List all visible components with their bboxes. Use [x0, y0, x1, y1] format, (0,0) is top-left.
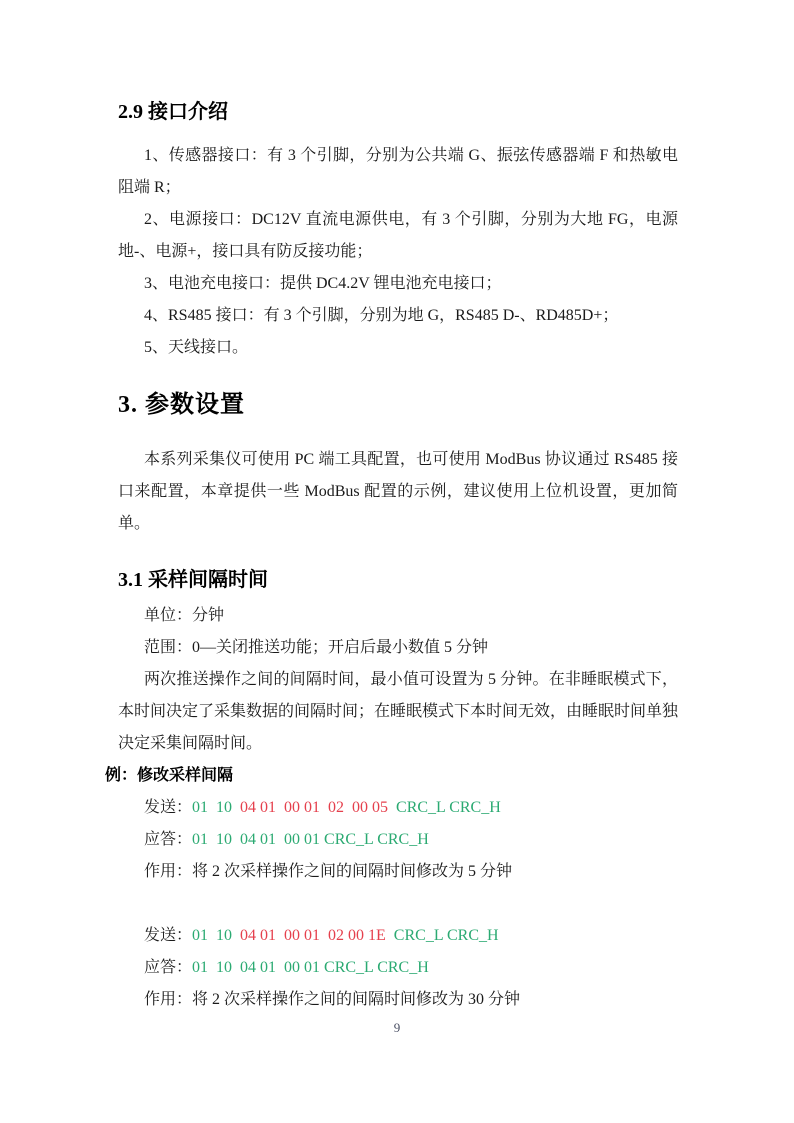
code-segment: CRC_L CRC_H [385, 927, 499, 944]
code-segment: 01 10 04 01 00 01 CRC_L CRC_H [192, 959, 429, 976]
example-heading: 例：修改采样间隔 [105, 767, 234, 784]
reply-label: 应答： [144, 959, 193, 976]
effect-label: 作用： [144, 991, 193, 1008]
effect-text: 将 2 次采样操作之间的间隔时间修改为 30 分钟 [192, 991, 521, 1008]
page-number: 9 [393, 1020, 401, 1035]
interface-item-1: 1、传感器接口：有 3 个引脚，分别为公共端 G、振弦传感器端 F 和热敏电阻端 R； [118, 147, 678, 196]
send-line [118, 792, 678, 824]
unit-line: 单位：分钟 [144, 607, 225, 624]
send-line [118, 920, 678, 952]
send-label: 发送： [144, 927, 193, 944]
section-3-heading: 3. 参数设置 [118, 392, 245, 418]
page-number-footer [0, 1020, 794, 1036]
send-label: 发送： [144, 799, 193, 816]
code-segment: 04 01 00 01 02 00 1E [240, 927, 386, 944]
effect-label: 作用： [144, 863, 193, 880]
effect-line [118, 984, 678, 1016]
reply-line [118, 952, 678, 984]
code-segment: 01 10 [192, 799, 241, 816]
range-line: 范围：0—关闭推送功能；开启后最小数值 5 分钟 [144, 639, 489, 656]
code-segment: 01 10 04 01 00 01 CRC_L CRC_H [192, 831, 429, 848]
code-segment: CRC_L CRC_H [388, 799, 501, 816]
blank-line [118, 888, 678, 920]
modbus-example-block-1 [118, 792, 678, 888]
reply-line [118, 824, 678, 856]
modbus-example-block-2 [118, 920, 678, 1016]
effect-text: 将 2 次采样操作之间的间隔时间修改为 5 分钟 [192, 863, 513, 880]
interface-item-4: 4、RS485 接口：有 3 个引脚，分别为地 G，RS485 D-、RD485D+； [144, 307, 619, 324]
interface-item-3: 3、电池充电接口：提供 DC4.2V 锂电池充电接口； [144, 275, 502, 292]
section-3-intro: 本系列采集仪可使用 PC 端工具配置，也可使用 ModBus 协议通过 RS485 接口来配置，本章提供一些 ModBus 配置的示例，建议使用上位机设置，更加简单。 [118, 451, 678, 532]
effect-line [118, 856, 678, 888]
reply-label: 应答： [144, 831, 193, 848]
interface-item-2: 2、电源接口：DC12V 直流电源供电，有 3 个引脚，分别为大地 FG，电源地-、电源+，接口具有防反接功能； [118, 211, 678, 260]
section-2-9-heading: 2.9 接口介绍 [118, 101, 228, 123]
interval-description: 两次推送操作之间的间隔时间，最小值可设置为 5 分钟。在非睡眠模式下，本时间决定了采集数据的间隔时间；在睡眠模式下本时间无效，由睡眠时间单独决定采集间隔时间。 [118, 671, 679, 752]
code-segment: 04 01 00 01 02 00 05 [240, 799, 389, 816]
interface-item-5: 5、天线接口。 [144, 339, 249, 356]
code-segment: 01 10 [192, 927, 241, 944]
section-3-1-heading: 3.1 采样间隔时间 [118, 569, 268, 591]
